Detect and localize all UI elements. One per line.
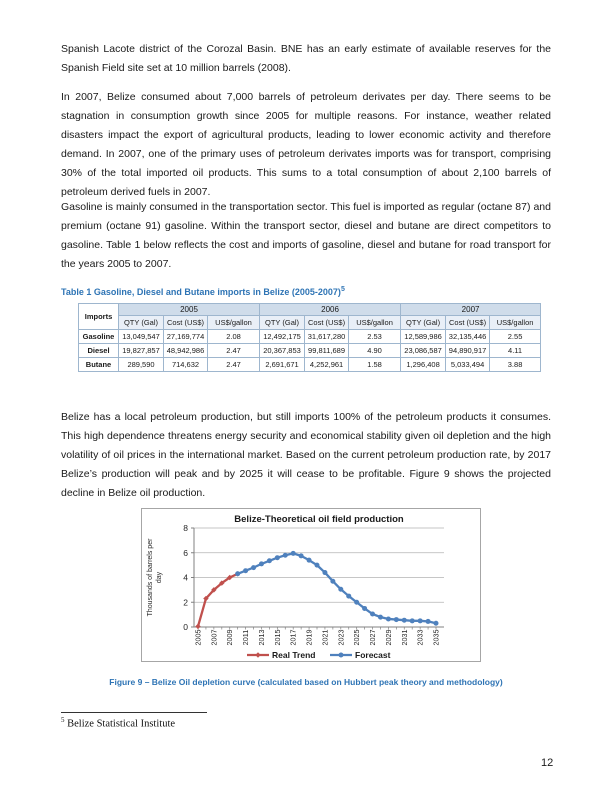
table-cell: 2.08 [208,330,260,344]
svg-text:2007: 2007 [209,629,219,646]
year-header-2005: 2005 [119,304,260,316]
svg-text:8: 8 [183,523,188,533]
svg-text:2025: 2025 [352,629,362,646]
table-cell: 2.53 [349,330,401,344]
table-cell: 94,890,917 [446,344,490,358]
oil-production-chart [142,509,480,661]
table-subheader-row [79,316,541,330]
imports-table [78,303,541,372]
subheader-usd-gallon-2005: US$/gallon [208,316,260,330]
figure-caption: Figure 9 – Belize Oil depletion curve (calculated based on Hubbert peak theory and methodology) [109,677,503,687]
table-cell: 289,590 [119,358,164,372]
paragraph-gasoline: Gasoline is mainly consumed in the transportation sector. This fuel is imported as regular (octane 87) and premium (octane 91) gasoline. Within the transport sector, diesel and butane are direct competitors to gasoline. Table 1 below reflects the cost and imports of gasoline, diesel and butane for road transport for the years 2005 to 2007. [61,201,551,270]
table-cell: 3.88 [490,358,541,372]
paragraph-spanish-lacote: Spanish Lacote district of the Corozal Basin. BNE has an early estimate of available reserves for the Spanish Field site set at 10 million barrels (2008). [61,43,551,74]
svg-text:2011: 2011 [241,629,251,646]
table-cell: 27,169,774 [164,330,208,344]
svg-text:4: 4 [183,572,188,583]
svg-text:2015: 2015 [272,629,282,646]
page-number: 12 [541,757,554,769]
table-cell: 1,296,408 [401,358,446,372]
row-label-gasoline: Gasoline [79,330,119,344]
table-title-text: Table 1 Gasoline, Diesel and Butane imports in Belize (2005-2007) [61,287,341,297]
svg-text:2023: 2023 [336,629,346,646]
svg-text:day: day [156,571,163,584]
table-cell: 32,135,446 [446,330,490,344]
subheader-qty-2006: QTY (Gal) [260,316,305,330]
svg-text:2005: 2005 [193,629,203,646]
table-cell: 99,811,689 [305,344,349,358]
subheader-qty-2005: QTY (Gal) [119,316,164,330]
svg-text:0: 0 [183,622,188,632]
table-cell: 20,367,853 [260,344,305,358]
footnote [61,716,461,730]
footnote-separator [61,712,207,713]
year-header-2007: 2007 [401,304,541,316]
svg-text:2017: 2017 [288,629,298,646]
subheader-qty-2007: QTY (Gal) [401,316,446,330]
table-cell: 23,086,587 [401,344,446,358]
footnote-ref: 5 [61,716,65,724]
subheader-cost-2005: Cost (US$) [164,316,208,330]
chart-container [141,508,481,662]
svg-text:2009: 2009 [225,629,235,646]
table-cell: 2.47 [208,358,260,372]
svg-text:Real Trend: Real Trend [272,650,316,661]
svg-text:2021: 2021 [320,629,330,646]
table-cell: 13,049,547 [119,330,164,344]
row-label-diesel: Diesel [79,344,119,358]
table-cell: 48,942,986 [164,344,208,358]
table-row-diesel [79,344,541,358]
svg-text:Thousands of barrels per: Thousands of barrels per [147,538,154,617]
svg-text:2019: 2019 [304,629,314,646]
svg-text:2013: 2013 [256,629,266,646]
svg-text:2035: 2035 [431,629,441,646]
subheader-cost-2007: Cost (US$) [446,316,490,330]
row-label-butane: Butane [79,358,119,372]
table-row-butane [79,358,541,372]
paragraph-consumption: In 2007, Belize consumed about 7,000 barrels of petroleum derivates per day. There seems to be stagnation in consumption growth since 2005 for multiple reasons. For instance, weather related disasters impact the export of agricultural products, leading to lower economic activity and therefore demand. In 2007, one of the primary uses of petroleum derivates imports was for transport, comprising 30% of the total imported oil products. This sums to a total consumption of about 2,100 barrels of petroleum derived fuels in 2007. [61,91,551,198]
svg-text:2031: 2031 [399,629,409,646]
table-year-row [79,304,541,316]
svg-text:2: 2 [183,597,188,608]
footnote-text: Belize Statistical Institute [67,718,176,730]
svg-text:2029: 2029 [383,629,393,646]
subheader-usd-gallon-2006: US$/gallon [349,316,401,330]
svg-text:2033: 2033 [415,629,425,646]
table-cell: 2.47 [208,344,260,358]
table-footnote-ref: 5 [340,286,345,293]
table-cell: 31,617,280 [305,330,349,344]
table-cell: 2,691,671 [260,358,305,372]
table-cell: 2.55 [490,330,541,344]
table-row-gasoline [79,330,541,344]
table-cell: 12,589,986 [401,330,446,344]
table-cell: 714,632 [164,358,208,372]
table-cell: 4.90 [349,344,401,358]
year-header-2006: 2006 [260,304,401,316]
table-cell: 4,252,961 [305,358,349,372]
svg-text:Belize-Theoretical oil field p: Belize-Theoretical oil field production [234,514,404,525]
table-corner-header: Imports [79,304,119,330]
table-cell: 1.58 [349,358,401,372]
svg-text:2027: 2027 [368,629,378,646]
table-cell: 5,033,494 [446,358,490,372]
subheader-cost-2006: Cost (US$) [305,316,349,330]
svg-text:6: 6 [183,547,188,558]
table-title [61,286,551,297]
table-cell: 12,492,175 [260,330,305,344]
table-cell: 4.11 [490,344,541,358]
paragraph-production: Belize has a local petroleum production, but still imports 100% of the petroleum products it consumes. This high dependence threatens energy security and economical stability given oil depletion and the high volatility of oil prices in the international market. Based on the current petroleum production rate, by 2017 Belize’s production will peak and by 2025 it will cease to be profitable. Figure 9 shows the projected decline in Belize oil production. [61,411,551,499]
svg-text:Forecast: Forecast [355,650,391,661]
subheader-usd-gallon-2007: US$/gallon [490,316,541,330]
table-cell: 19,827,857 [119,344,164,358]
